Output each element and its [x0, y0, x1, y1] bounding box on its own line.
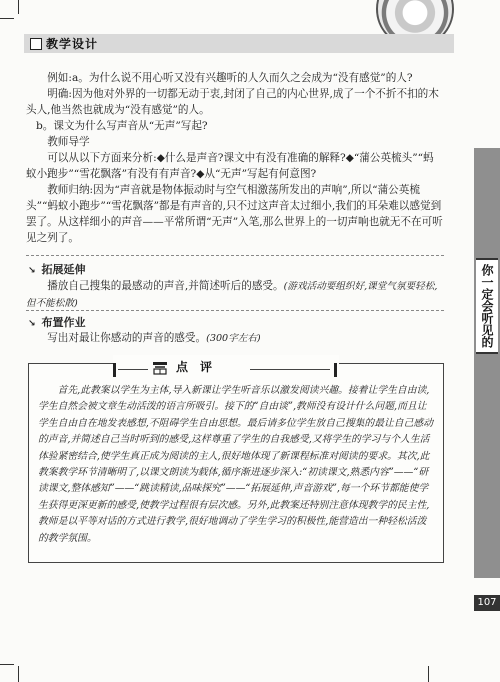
homework-text: 写出对最让你感动的声音的感受。	[47, 332, 207, 344]
crop-mark	[18, 0, 19, 14]
extension-heading	[28, 261, 86, 277]
arrow-icon: ↘	[28, 319, 36, 329]
comment-title-bar	[113, 355, 339, 373]
extension-content	[26, 278, 444, 312]
comment-icon	[152, 361, 168, 375]
extension-title: 拓展延伸	[41, 263, 86, 276]
crop-mark	[428, 666, 429, 682]
comment-text: 首先,此教案以学生为主体,导入新课让学生听音乐以激发阅读兴趣。接着让学生自由读,学生自然会被文章生动活泼的语言所吸引。接下的“自由谈”,教师没有设计什么问题,而且让学生自由自在地发表感想,不阻碍学生自由思想。最后请多位学生放自己搜集的最让自己感动的声音,并简述自己当时听到的感受,这样尊重了学生的自我感受,又将学生的学习与个人生活体验紧密结合,使学生真正成为阅读的主人,很好地体现了新课程标准对阅读的要求。其次,此教案教学环节清晰明了,以课文朗读为载体,循序渐进逐步深入:“初读课文,熟悉内容”——“研读课文,整体感知”——“跳读精读,品味探究”——“拓展延伸,声音游戏”,每一个环节都能使学生获得更深更新的感受,使教学过程很有层次感。另外,此教案还特别注意体现教学的民主性,教师是以平等对话的方式进行教学,很好地调动了学生学习的积极性,能营造出一种轻松活泼的教学氛围。	[38, 385, 433, 544]
homework-heading	[28, 314, 86, 330]
example-b-question: b。课文为什么写声音从“无声”写起?	[36, 120, 208, 132]
title-rule-right	[250, 369, 330, 370]
homework-content	[26, 330, 444, 347]
comment-title: 点评	[176, 360, 225, 374]
header-title: 教学设计	[46, 37, 99, 51]
page-number: 107	[474, 595, 500, 611]
arrow-icon: ↘	[28, 266, 36, 276]
homework-note: (300字左右)	[206, 333, 261, 344]
crop-mark	[0, 18, 14, 19]
crop-mark	[0, 664, 14, 665]
title-bracket-left	[113, 363, 116, 377]
example-a-answer: 明确:因为他对外界的一切都无动于衷,封闭了自己的内心世界,成了一个不折不扣的木头人,他当然也就成为“没有感觉”的人。	[26, 88, 439, 116]
header-checkbox-icon	[30, 38, 42, 50]
extension-text: 播放自己搜集的最感动的声音,并简述听后的感受。	[47, 280, 284, 292]
example-a-question: 例如:a。为什么说不用心听又没有兴趣听的人久而久之会成为“没有感觉”的人?	[47, 72, 413, 84]
title-bracket-right	[334, 363, 337, 377]
chapter-side-label: 你一定会听见的	[476, 258, 498, 354]
summary-text: 教师归纳:因为“声音就是物体振动时与空气相激荡所发出的声响”,所以“蒲公英梳头”“蚂蚁小跑步”“雪花飘落”都是有声音的,只不过这声音太过细小,我们的耳朵难以感觉到罢了。从这样细小的声音——平常所谓“无声”入笔,那么世界上的一切声响也就无不在可听见之列了。	[26, 184, 443, 244]
crop-mark	[18, 666, 19, 682]
section-divider	[26, 255, 444, 256]
extension-note: (游戏活动要组织好,课堂气氛要轻松,但不能松散)	[26, 281, 438, 309]
teacher-guide-label: 教师导学	[47, 136, 90, 148]
guide-text: 可以从以下方面来分析:◆什么是声音?课文中有没有准确的解释?◆“蒲公英梳头”“蚂蚁小跑步”“雪花飘落”有没有有声音?◆从“无声”写起有何意图?	[26, 152, 434, 180]
chapter-side-tab	[474, 148, 500, 578]
homework-title: 布置作业	[41, 316, 86, 329]
section-divider	[26, 310, 444, 311]
title-rule-left	[118, 369, 148, 370]
lesson-content	[26, 70, 444, 246]
